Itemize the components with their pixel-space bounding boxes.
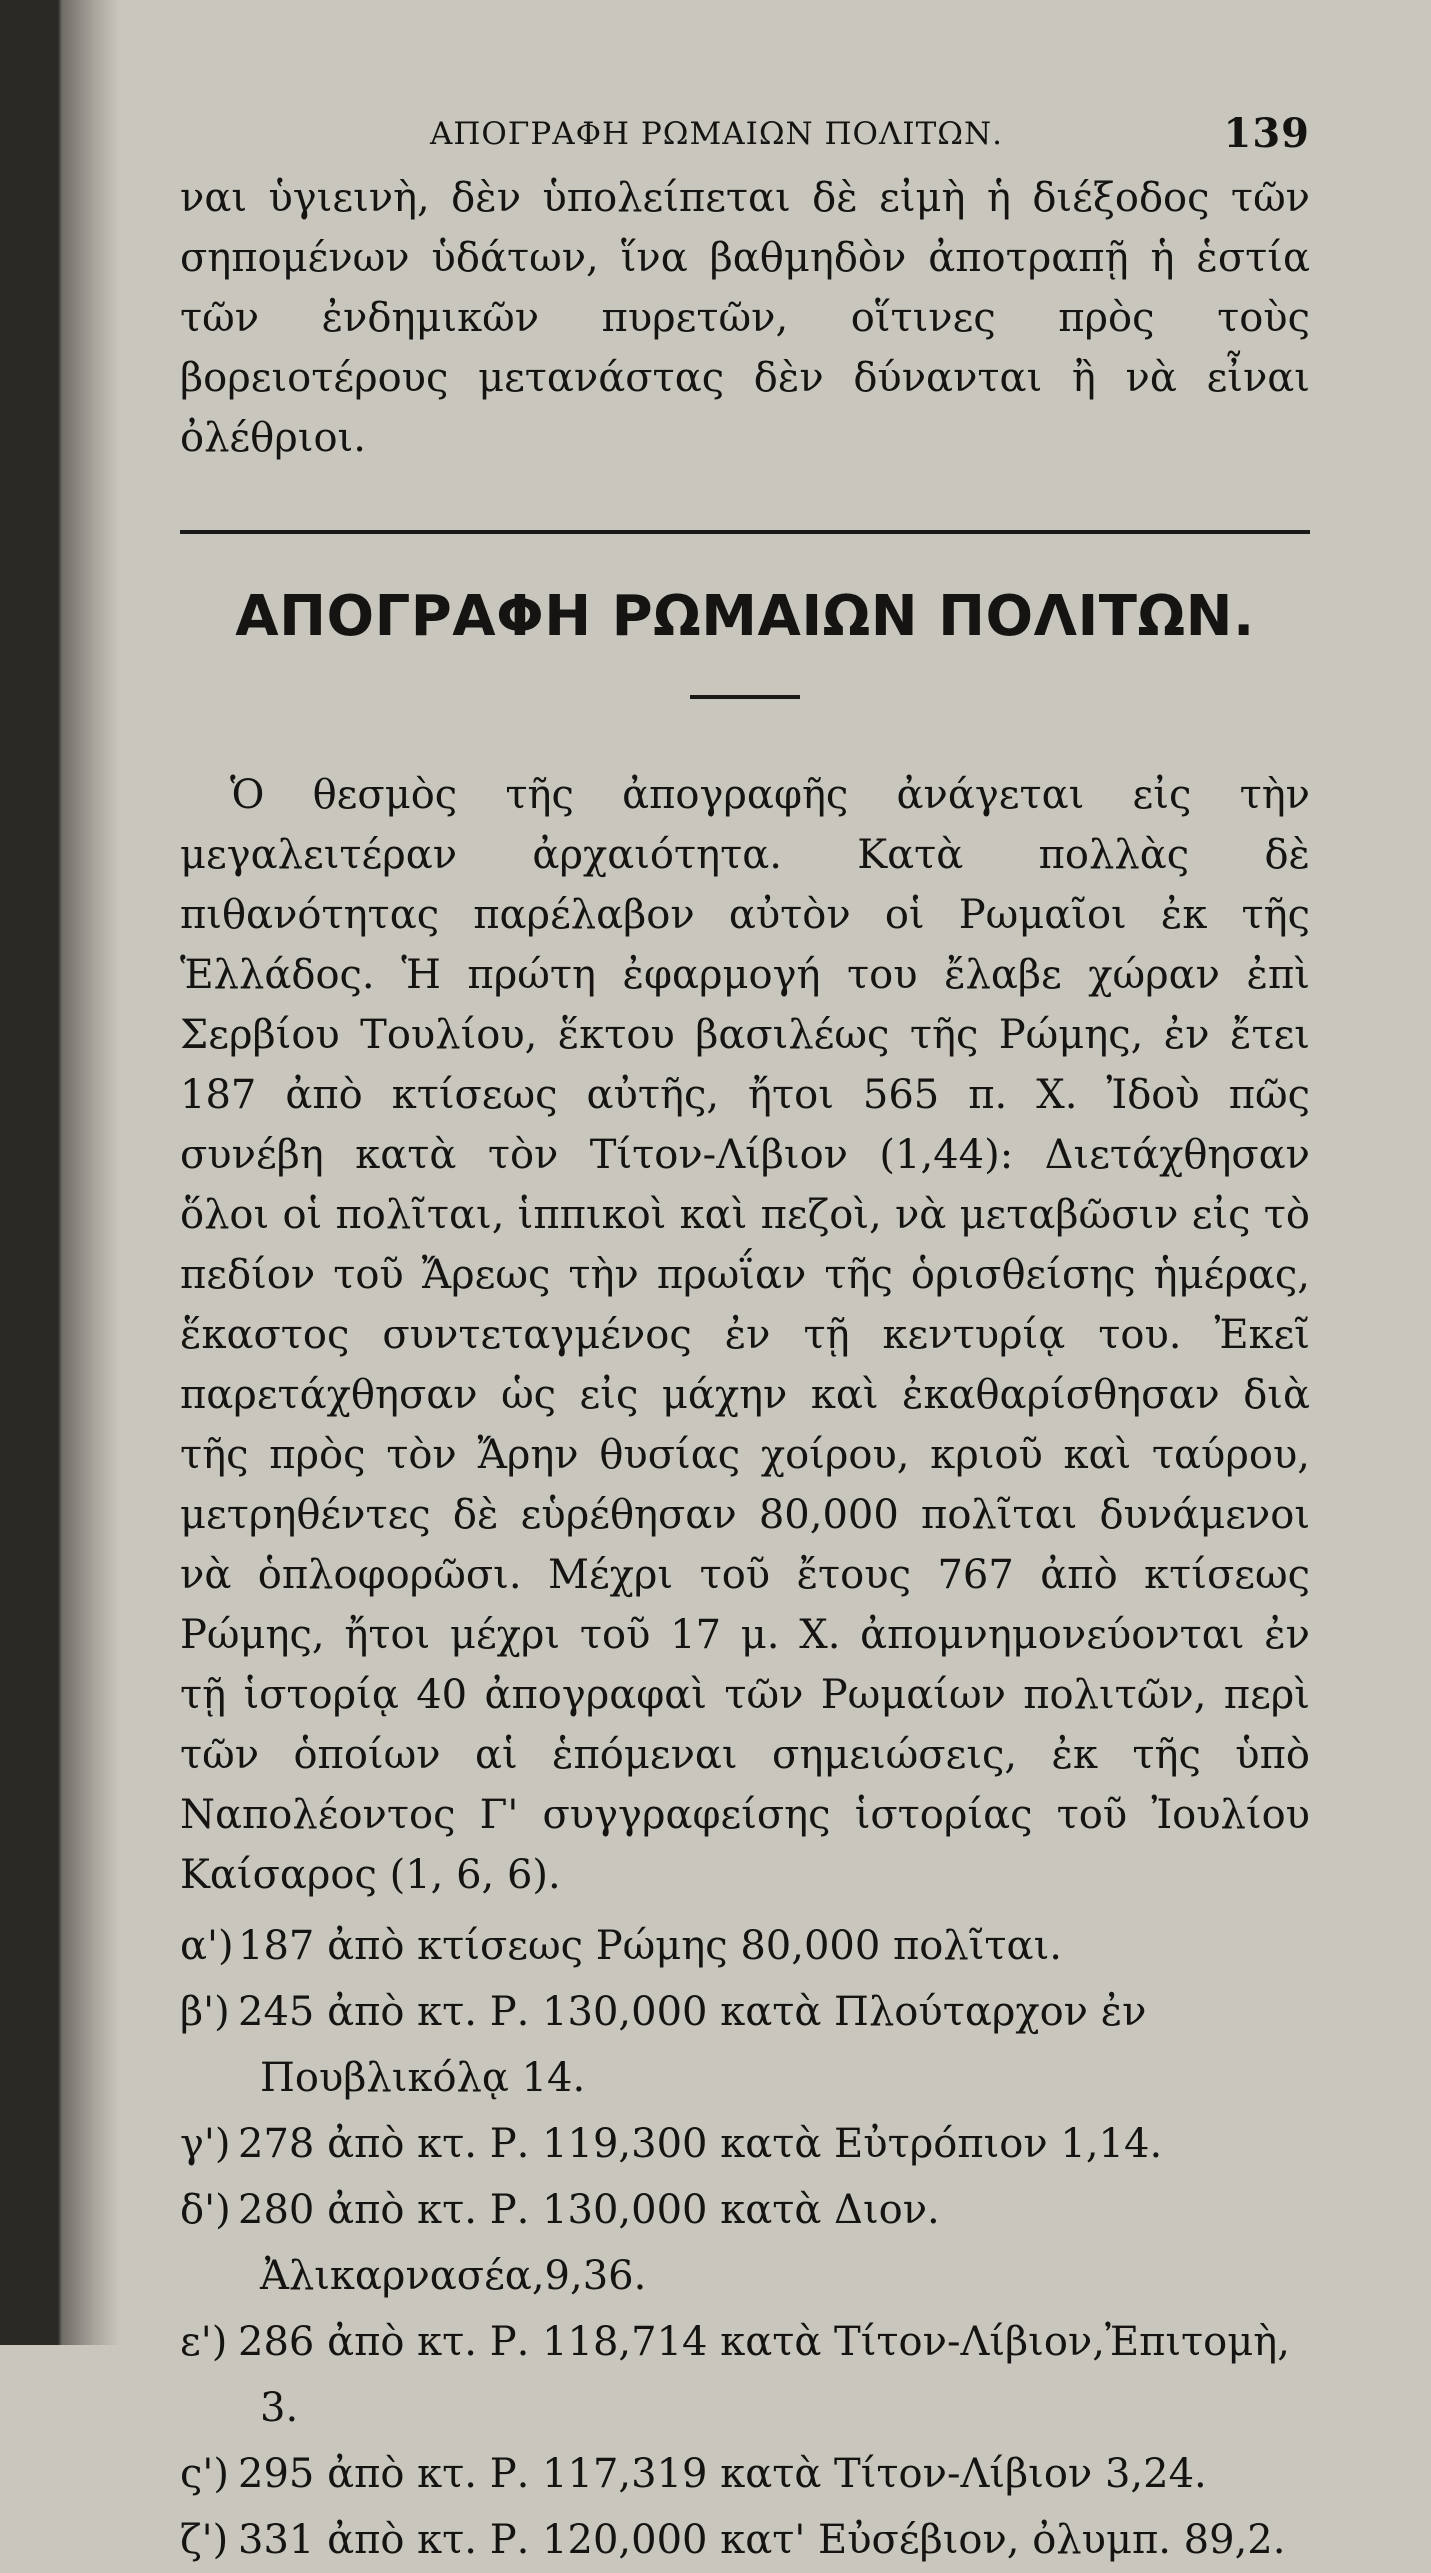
list-item	[180, 2507, 1310, 2573]
list-item-text: 278 ἀπὸ κτ. Ρ. 119,300 κατὰ Εὐτρόπιον 1,14.	[238, 2121, 1163, 2167]
body-paragraph: Ὁ θεσμὸς τῆς ἀπογραφῆς ἀνάγεται εἰς τὴν μεγαλειτέραν ἀρχαιότητα. Κατὰ πολλὰς δὲ πιθανότητας παρέλαβον αὐτὸν οἱ Ρωμαῖοι ἐκ τῆς Ἑλλάδος. Ἡ πρώτη ἐφαρμογή του ἔλαβε χώραν ἐπὶ Σερβίου Τουλίου, ἕκτου βασιλέως τῆς Ρώμης, ἐν ἔτει 187 ἀπὸ κτίσεως αὐτῆς, ἤτοι 565 π. Χ. Ἰδοὺ πῶς συνέβη κατὰ τὸν Τίτον-Λίβιον (1,44): Διετάχθησαν ὅλοι οἱ πολῖται, ἱππικοὶ καὶ πεζοὶ, νὰ μεταβῶσιν εἰς τὸ πεδίον τοῦ Ἄρεως τὴν πρωΐαν τῆς ὁρισθείσης ἡμέρας, ἕκαστος συντεταγμένος ἐν τῇ κεντυρίᾳ του. Ἐκεῖ παρετάχθησαν ὡς εἰς μάχην καὶ ἐκαθαρίσθησαν διὰ τῆς πρὸς τὸν Ἄρην θυσίας χοίρου, κριοῦ καὶ ταύρου, μετρηθέντες δὲ εὑρέθησαν 80,000 πολῖται δυνάμενοι νὰ ὁπλοφορῶσι. Μέχρι τοῦ ἔτους 767 ἀπὸ κτίσεως Ρώμης, ἤτοι μέχρι τοῦ 17 μ. Χ. ἀπομνημονεύονται ἐν τῇ ἱστορίᾳ 40 ἀπογραφαὶ τῶν Ρωμαίων πολιτῶν, περὶ τῶν ὁποίων αἱ ἑπόμεναι σημειώσεις, ἐκ τῆς ὑπὸ Ναπολέοντος Γ' συγγραφείσης ἱστορίας τοῦ Ἰουλίου Καίσαρος (1, 6, 6).	[180, 772, 1310, 1898]
list-marker: ζ')	[180, 2517, 229, 2563]
list-marker: γ')	[180, 2121, 231, 2167]
list-item	[180, 1979, 1310, 2111]
list-marker: ε')	[180, 2319, 228, 2365]
list-marker: ς')	[180, 2451, 230, 2497]
list-item	[180, 1913, 1310, 1979]
intro-paragraph: ναι ὑγιεινὴ, δὲν ὑπολείπεται δὲ εἰμὴ ἡ διέξοδος τῶν σηπομένων ὑδάτων, ἵνα βαθμηδὸν ἀποτραπῇ ἡ ἑστία τῶν ἐνδημικῶν πυρετῶν, οἵτινες πρὸς τοὺς βορειοτέρους μετανάστας δὲν δύνανται ἢ νὰ εἶναι ὀλέθριοι.	[180, 175, 1310, 461]
list-item-text: 187 ἀπὸ κτίσεως Ρώμης 80,000 πολῖται.	[238, 1923, 1062, 1969]
running-head	[180, 100, 1310, 160]
list-item	[180, 2111, 1310, 2177]
list-item	[180, 2177, 1310, 2309]
list-item-text: 331 ἀπὸ κτ. Ρ. 120,000 κατ' Εὐσέβιον, ὀλυμπ. 89,2.	[238, 2517, 1286, 2563]
book-page	[180, 100, 1310, 2573]
page-number: 139	[1223, 110, 1310, 157]
list-item-text: 286 ἀπὸ κτ. Ρ. 118,714 κατὰ Τίτον-Λίβιον,Ἐπιτομὴ, 3.	[238, 2319, 1290, 2431]
section-divider	[180, 530, 1310, 534]
census-list	[180, 1913, 1310, 2573]
running-head-title: ΑΠΟΓΡΑΦΗ ΡΩΜΑΙΩΝ ΠΟΛΙΤΩΝ.	[430, 116, 1003, 152]
list-marker: α')	[180, 1923, 234, 1969]
list-item	[180, 2309, 1310, 2441]
section-heading: ΑΠΟΓΡΑΦΗ ΡΩΜΑΙΩΝ ΠΟΛΙΤΩΝ.	[235, 584, 1255, 649]
heading-underline	[690, 695, 800, 699]
body-text	[180, 765, 1310, 1905]
list-marker: β')	[180, 1989, 230, 2035]
list-item-text: 295 ἀπὸ κτ. Ρ. 117,319 κατὰ Τίτον-Λίβιον 3,24.	[238, 2451, 1207, 2497]
list-item-text: 280 ἀπὸ κτ. Ρ. 130,000 κατὰ Διον. Ἀλικαρνασέα,9,36.	[238, 2187, 940, 2299]
list-item-text: 245 ἀπὸ κτ. Ρ. 130,000 κατὰ Πλούταρχον ἐν Πουβλικόλᾳ 14.	[238, 1989, 1147, 2101]
book-gutter	[0, 0, 120, 2345]
list-marker: δ')	[180, 2187, 231, 2233]
list-item	[180, 2441, 1310, 2507]
